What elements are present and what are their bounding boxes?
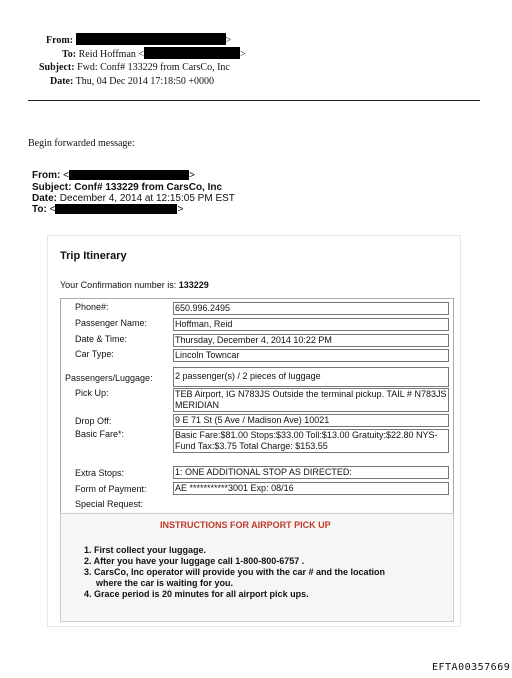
inner-subject-value: Conf# 133229 from CarsCo, Inc	[74, 182, 223, 193]
outer-subject-value: Fwd: Conf# 133229 from CarsCo, Inc	[77, 62, 230, 73]
outer-subject-label: Subject:	[39, 62, 75, 73]
confirmation-line	[60, 280, 209, 290]
row-label: Phone#:	[75, 302, 109, 312]
outer-from-tail: >	[225, 35, 232, 46]
redaction-bar	[144, 47, 240, 59]
inner-to-value: <	[49, 204, 56, 215]
instruction-step: where the car is waiting for you.	[96, 578, 234, 588]
outer-from-label: From:	[46, 35, 74, 46]
row-value: 9 E 71 St (5 Ave / Madison Ave) 10021	[173, 414, 449, 427]
outer-from-line	[46, 33, 231, 47]
row-value: Basic Fare:$81.00 Stops:$33.00 Toll:$13.00 Gratuity:$22.80 NYS-Fund Tax:$3.75 Total Charge: $153.55	[173, 429, 449, 453]
inner-to-line	[32, 204, 183, 215]
row-label: Car Type:	[75, 349, 114, 359]
row-label: Passengers/Luggage:	[65, 373, 153, 383]
row-label: Form of Payment:	[75, 484, 147, 494]
row-value: 1: ONE ADDITIONAL STOP AS DIRECTED:	[173, 466, 449, 479]
row-label: Drop Off:	[75, 416, 112, 426]
row-label: Extra Stops:	[75, 468, 125, 478]
outer-to-tail: >	[240, 49, 246, 60]
confirmation-number: 133229	[178, 280, 209, 290]
itinerary-table	[60, 298, 454, 516]
outer-date-label: Date:	[50, 76, 74, 87]
row-value: TEB Airport, IG N783JS Outside the terminal pickup. TAIL # N783JS MERIDIAN	[173, 388, 449, 412]
row-value: 2 passenger(s) / 2 pieces of luggage	[173, 367, 449, 387]
row-label: Basic Fare*:	[75, 429, 125, 439]
inner-subject-label: Subject:	[32, 182, 72, 193]
itinerary-title: Trip Itinerary	[60, 250, 127, 262]
outer-date-value: Thu, 04 Dec 2014 17:18:50 +0000	[75, 76, 215, 87]
redaction-bar	[55, 204, 177, 214]
inner-from-line	[32, 170, 195, 181]
begin-forwarded-text: Begin forwarded message:	[28, 138, 135, 149]
instruction-step: 3. CarsCo, Inc operator will provide you with the car # and the location	[84, 567, 386, 577]
outer-to-label: To:	[62, 49, 77, 60]
inner-from-label: From:	[32, 170, 61, 181]
instruction-step: 1. First collect your luggage.	[84, 545, 207, 555]
row-label: Special Request:	[75, 499, 144, 509]
redaction-bar	[76, 33, 226, 45]
row-value: 650.996.2495	[173, 302, 449, 315]
instructions-title: INSTRUCTIONS FOR AIRPORT PICK UP	[160, 520, 331, 530]
inner-subject-line	[32, 182, 222, 193]
instruction-step: 2. After you have your luggage call 1-800-800-6757 .	[84, 556, 305, 566]
instruction-step: 4. Grace period is 20 minutes for all airport pick ups.	[84, 589, 309, 599]
inner-from-tail: >	[188, 170, 195, 181]
row-value: Hoffman, Reid	[173, 318, 449, 331]
redaction-bar	[69, 170, 189, 180]
outer-to-line	[62, 47, 246, 61]
inner-from-value: <	[63, 170, 69, 181]
inner-to-tail: >	[177, 204, 184, 215]
outer-to-value: Reid Hoffman <	[78, 49, 145, 60]
confirmation-label: Your Confirmation number is:	[60, 280, 177, 290]
header-divider	[28, 100, 480, 101]
row-value: Thursday, December 4, 2014 10:22 PM	[173, 334, 449, 347]
row-label: Pick Up:	[75, 388, 109, 398]
inner-date-line	[32, 193, 235, 204]
outer-subject-line	[39, 61, 230, 74]
outer-date-line	[50, 75, 214, 88]
row-label: Passenger Name:	[75, 318, 148, 328]
row-label: Date & Time:	[75, 334, 128, 344]
inner-to-label: To:	[32, 204, 47, 215]
row-value: Lincoln Towncar	[173, 349, 449, 362]
inner-date-value: December 4, 2014 at 12:15:05 PM EST	[59, 193, 235, 204]
inner-date-label: Date:	[32, 193, 58, 204]
bates-number: EFTA00357669	[432, 662, 511, 673]
row-value: AE ***********3001 Exp: 08/16	[173, 482, 449, 495]
